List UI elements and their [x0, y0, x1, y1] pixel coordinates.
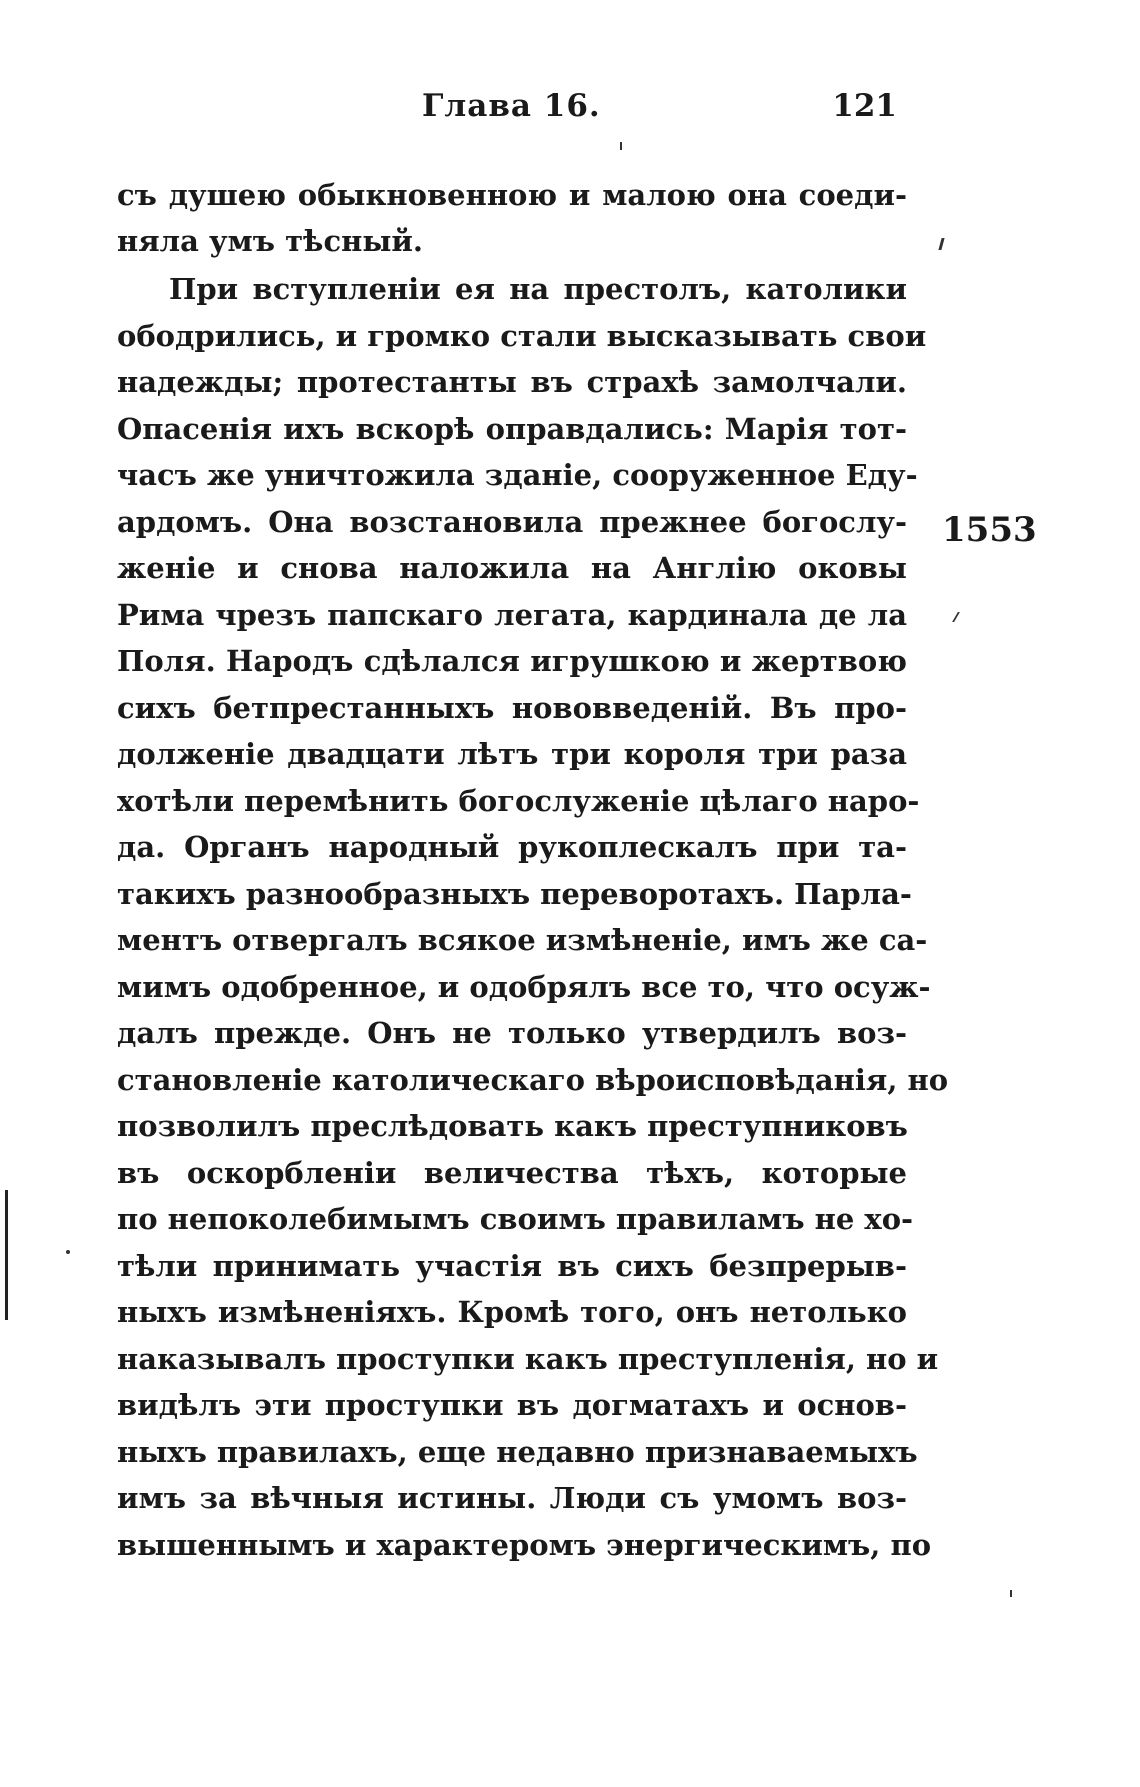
- text-line: ныхъ правилахъ, еще недавно признаваемыхъ: [117, 1435, 918, 1469]
- text-line: становленіе католическаго вѣроисповѣданія, но: [117, 1063, 949, 1097]
- scan-speck: [952, 612, 960, 622]
- scan-speck: [938, 238, 944, 250]
- text-line: При вступленіи ея на престолъ, католики: [169, 272, 907, 306]
- text-line: съ душею обыкновенною и малою она соеди-: [117, 178, 907, 212]
- scan-speck: [620, 142, 622, 150]
- text-line: такихъ разнообразныхъ переворотахъ. Парла-: [117, 877, 912, 911]
- text-line: позволилъ преслѣдовать какъ преступниковъ: [117, 1109, 908, 1143]
- scan-speck: [66, 1250, 70, 1254]
- text-line: тѣли принимать участія въ сихъ безпрерыв-: [117, 1249, 907, 1283]
- text-line: далъ прежде. Онъ не только утвердилъ воз-: [117, 1016, 907, 1050]
- text-line: въ оскорбленіи величества тѣхъ, которые: [117, 1156, 907, 1190]
- text-line: да. Органъ народный рукоплескалъ при та-: [117, 830, 907, 864]
- text-line: ободрились, и громко стали высказывать свои: [117, 319, 927, 353]
- text-line: надежды; протестанты въ страхѣ замолчали.: [117, 365, 907, 399]
- text-line: Опасенія ихъ вскорѣ оправдались: Марія тот-: [117, 412, 907, 446]
- text-line: наказывалъ проступки какъ преступленія, но и: [117, 1342, 939, 1376]
- text-line: ментъ отвергалъ всякое измѣненіе, имъ же са-: [117, 923, 928, 957]
- text-line: сихъ бетпрестанныхъ нововведеній. Въ про-: [117, 691, 907, 725]
- margin-year-note: 1553: [942, 510, 1037, 550]
- scan-speck: [1010, 1590, 1012, 1597]
- running-head: [117, 88, 897, 132]
- text-line: Рима чрезъ папскаго легата, кардинала де ла: [117, 598, 907, 632]
- text-line: видѣлъ эти проступки въ догматахъ и основ-: [117, 1388, 907, 1422]
- text-line: часъ же уничтожила зданіе, сооруженное Еду-: [117, 458, 918, 492]
- text-line: ныхъ измѣненіяхъ. Кромѣ того, онъ нетолько: [117, 1295, 907, 1329]
- text-line: имъ за вѣчныя истины. Люди съ умомъ воз-: [117, 1481, 907, 1515]
- text-line: хотѣли перемѣнить богослуженіе цѣлаго наро-: [117, 784, 920, 818]
- scan-edge-mark: [5, 1190, 8, 1320]
- text-line: Поля. Народъ сдѣлался игрушкою и жертвою: [117, 644, 907, 678]
- text-line: женіе и снова наложила на Англію оковы: [117, 551, 907, 585]
- text-line: мимъ одобренное, и одобрялъ все то, что осуж-: [117, 970, 931, 1004]
- text-line: ардомъ. Она возстановила прежнее богослу-: [117, 505, 907, 539]
- chapter-title: Глава 16.: [422, 88, 601, 124]
- page-number: 121: [832, 88, 897, 124]
- text-line: вышеннымъ и характеромъ энергическимъ, по: [117, 1528, 932, 1562]
- text-line: няла умъ тѣсный.: [117, 224, 424, 258]
- text-line: долженіе двадцати лѣтъ три короля три раза: [117, 737, 907, 771]
- text-line: по непоколебимымъ своимъ правиламъ не хо-: [117, 1202, 914, 1236]
